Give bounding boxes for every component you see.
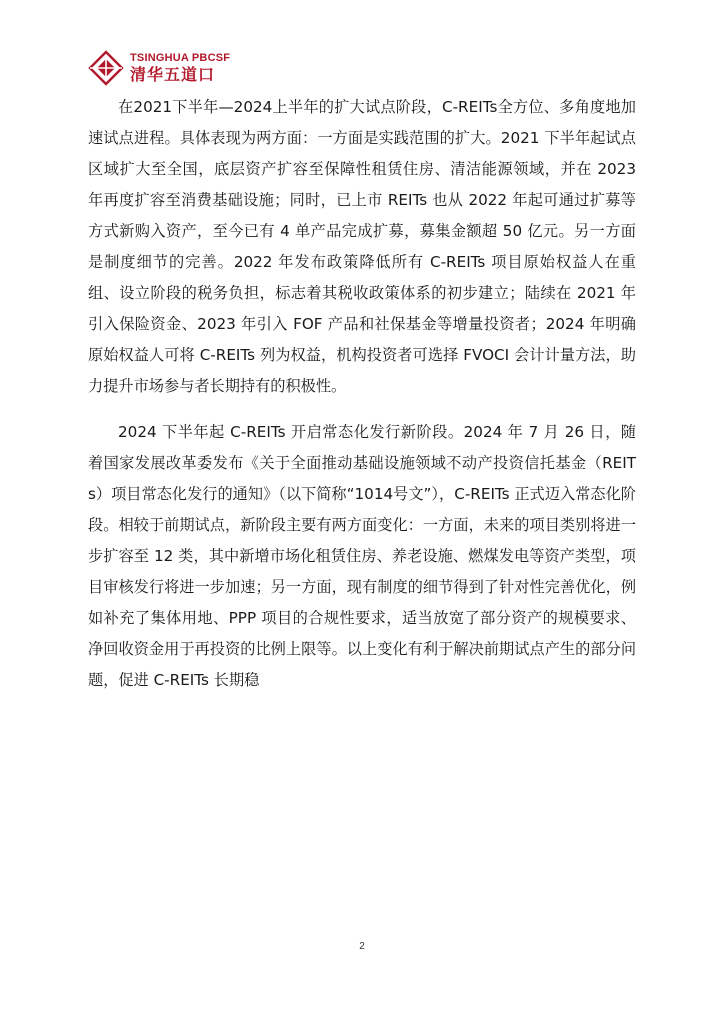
tsinghua-pbcsf-logo-icon [88,50,124,86]
logo-english-text: TSINGHUA PBCSF [130,52,231,64]
logo-wordmark [130,53,230,83]
body-paragraph: 在2021下半年—2024上半年的扩大试点阶段，C-REITs全方位、多角度地加速试点进程。具体表现为两方面：一方面是实践范围的扩大。2021 下半年起试点区域扩大至全国，底层资产扩容至保障性租赁住房、清洁能源领域，并在 2023 年再度扩容至消费基础设施；同时，已上市 REITs 也从 2022 年起可通过扩募等方式新购入资产，至今已有 4 单产品完成扩募，募集金额超 50 亿元。另一方面是制度细节的完善。2022 年发布政策降低所有 C-REITs 项目原始权益人在重组、设立阶段的税务负担，标志着其税收政策体系的初步建立；陆续在 2021 年引入保险资金、2023 年引入 FOF 产品和社保基金等增量投资者；2024 年明确原始权益人可将 C-REITs 列为权益，机构投资者可选择 FVOCI 会计计量方法，助力提升市场参与者长期持有的积极性。 [88,98,636,395]
logo-chinese-text: 清华五道口 [130,65,216,84]
document-body [88,92,636,696]
body-paragraph: 2024 下半年起 C-REITs 开启常态化发行新阶段。2024 年 7 月 26 日，随着国家发展改革委发布《关于全面推动基础设施领域不动产投资信托基金（REITs）项目常态化发行的通知》（以下简称“1014号文”），C-REITs 正式迈入常态化阶段。相较于前期试点，新阶段主要有两方面变化：一方面，未来的项目类别将进一步扩容至 12 类，其中新增市场化租赁住房、养老设施、燃煤发电等资产类型，项目审核发行将进一步加速；另一方面，现有制度的细节得到了针对性完善优化，例如补充了集体用地、PPP 项目的合规性要求，适当放宽了部分资产的规模要求、净回收资金用于再投资的比例上限等。以上变化有利于解决前期试点产生的部分问题，促进 C-REITs 长期稳 [88,423,636,689]
page-number: 2 [359,941,365,952]
page-header [88,50,230,86]
